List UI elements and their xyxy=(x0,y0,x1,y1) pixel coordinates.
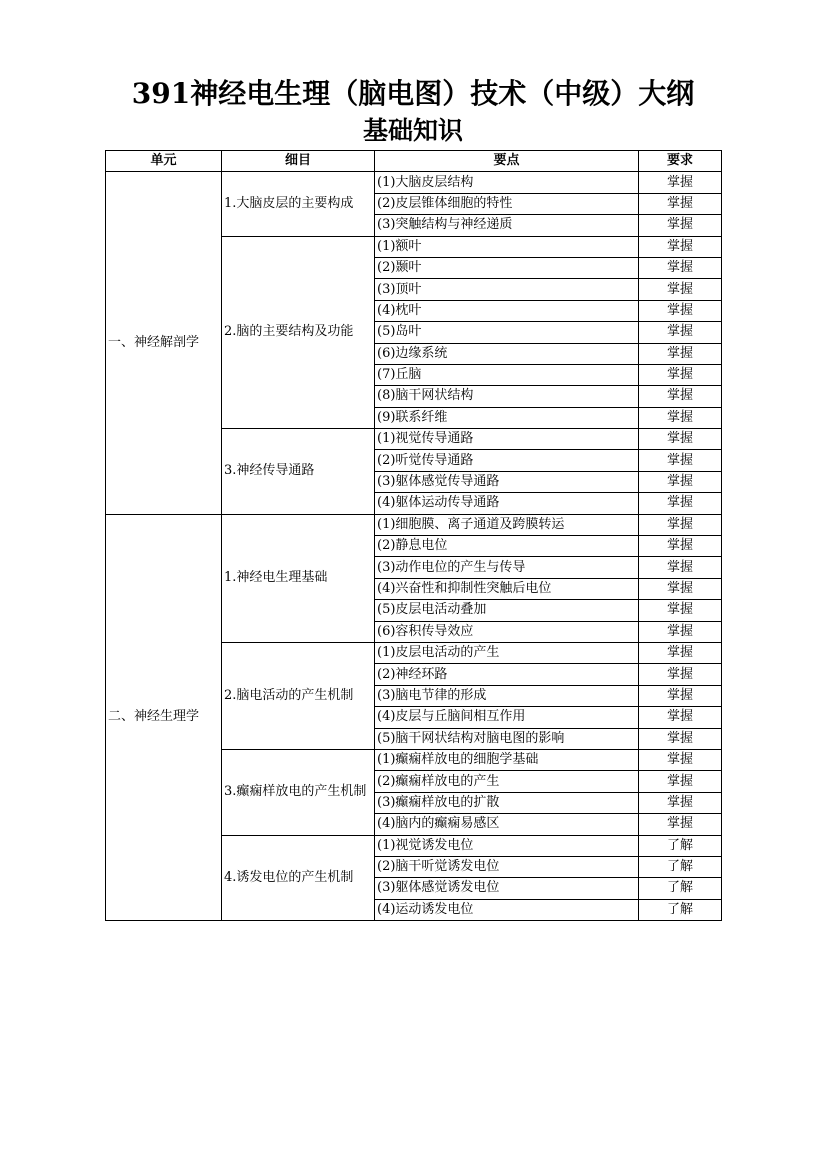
requirement-cell: 掌握 xyxy=(639,215,722,236)
requirement-cell: 了解 xyxy=(639,899,722,920)
point-cell: (4)运动诱发电位 xyxy=(375,899,639,920)
point-cell: (3)脑电节律的形成 xyxy=(375,685,639,706)
requirement-cell: 掌握 xyxy=(639,707,722,728)
requirement-cell: 掌握 xyxy=(639,386,722,407)
point-cell: (1)视觉诱发电位 xyxy=(375,835,639,856)
item-cell: 2.脑电活动的产生机制 xyxy=(222,642,375,749)
header-item: 细目 xyxy=(222,151,375,172)
requirement-cell: 掌握 xyxy=(639,407,722,428)
table-row xyxy=(106,172,722,193)
requirement-cell: 掌握 xyxy=(639,343,722,364)
unit-cell: 一、神经解剖学 xyxy=(106,172,222,514)
point-cell: (2)癫痫样放电的产生 xyxy=(375,771,639,792)
item-cell: 1.神经电生理基础 xyxy=(222,514,375,642)
point-cell: (4)枕叶 xyxy=(375,300,639,321)
point-cell: (1)癫痫样放电的细胞学基础 xyxy=(375,749,639,770)
point-cell: (2)颞叶 xyxy=(375,257,639,278)
point-cell: (3)动作电位的产生与传导 xyxy=(375,557,639,578)
point-cell: (5)岛叶 xyxy=(375,322,639,343)
requirement-cell: 掌握 xyxy=(639,172,722,193)
point-cell: (4)兴奋性和抑制性突触后电位 xyxy=(375,578,639,599)
item-cell: 3.癫痫样放电的产生机制 xyxy=(222,749,375,835)
requirement-cell: 掌握 xyxy=(639,193,722,214)
requirement-cell: 掌握 xyxy=(639,429,722,450)
point-cell: (1)大脑皮层结构 xyxy=(375,172,639,193)
requirement-cell: 掌握 xyxy=(639,557,722,578)
header-point: 要点 xyxy=(375,151,639,172)
document-title: 391神经电生理（脑电图）技术（中级）大纲 xyxy=(131,77,695,110)
point-cell: (6)边缘系统 xyxy=(375,343,639,364)
requirement-cell: 掌握 xyxy=(639,450,722,471)
header-requirement: 要求 xyxy=(639,151,722,172)
table-row xyxy=(106,514,722,535)
requirement-cell: 掌握 xyxy=(639,664,722,685)
requirement-cell: 掌握 xyxy=(639,257,722,278)
requirement-cell: 掌握 xyxy=(639,493,722,514)
requirement-cell: 掌握 xyxy=(639,364,722,385)
point-cell: (8)脑干网状结构 xyxy=(375,386,639,407)
point-cell: (2)神经环路 xyxy=(375,664,639,685)
point-cell: (1)额叶 xyxy=(375,236,639,257)
point-cell: (9)联系纤维 xyxy=(375,407,639,428)
table-header-row xyxy=(106,151,722,172)
requirement-cell: 掌握 xyxy=(639,749,722,770)
document-subtitle: 基础知识 xyxy=(362,116,463,145)
point-cell: (1)细胞膜、离子通道及跨膜转运 xyxy=(375,514,639,535)
point-cell: (3)突触结构与神经递质 xyxy=(375,215,639,236)
unit-cell: 二、神经生理学 xyxy=(106,514,222,920)
requirement-cell: 掌握 xyxy=(639,536,722,557)
item-cell: 3.神经传导通路 xyxy=(222,429,375,515)
point-cell: (5)皮层电活动叠加 xyxy=(375,600,639,621)
point-cell: (2)静息电位 xyxy=(375,536,639,557)
requirement-cell: 了解 xyxy=(639,835,722,856)
requirement-cell: 掌握 xyxy=(639,236,722,257)
point-cell: (3)躯体感觉诱发电位 xyxy=(375,878,639,899)
point-cell: (1)视觉传导通路 xyxy=(375,429,639,450)
syllabus-table xyxy=(105,150,722,921)
table-body xyxy=(106,172,722,921)
requirement-cell: 掌握 xyxy=(639,578,722,599)
requirement-cell: 掌握 xyxy=(639,728,722,749)
requirement-cell: 掌握 xyxy=(639,642,722,663)
item-cell: 4.诱发电位的产生机制 xyxy=(222,835,375,921)
point-cell: (1)皮层电活动的产生 xyxy=(375,642,639,663)
point-cell: (2)听觉传导通路 xyxy=(375,450,639,471)
requirement-cell: 了解 xyxy=(639,856,722,877)
requirement-cell: 掌握 xyxy=(639,300,722,321)
requirement-cell: 掌握 xyxy=(639,471,722,492)
requirement-cell: 掌握 xyxy=(639,279,722,300)
point-cell: (7)丘脑 xyxy=(375,364,639,385)
requirement-cell: 掌握 xyxy=(639,322,722,343)
point-cell: (3)躯体感觉传导通路 xyxy=(375,471,639,492)
requirement-cell: 掌握 xyxy=(639,621,722,642)
requirement-cell: 掌握 xyxy=(639,685,722,706)
item-cell: 2.脑的主要结构及功能 xyxy=(222,236,375,429)
point-cell: (4)躯体运动传导通路 xyxy=(375,493,639,514)
point-cell: (3)癫痫样放电的扩散 xyxy=(375,792,639,813)
requirement-cell: 掌握 xyxy=(639,514,722,535)
point-cell: (4)皮层与丘脑间相互作用 xyxy=(375,707,639,728)
point-cell: (5)脑干网状结构对脑电图的影响 xyxy=(375,728,639,749)
requirement-cell: 掌握 xyxy=(639,600,722,621)
requirement-cell: 掌握 xyxy=(639,814,722,835)
requirement-cell: 掌握 xyxy=(639,792,722,813)
point-cell: (3)顶叶 xyxy=(375,279,639,300)
requirement-cell: 掌握 xyxy=(639,771,722,792)
point-cell: (4)脑内的癫痫易感区 xyxy=(375,814,639,835)
header-unit: 单元 xyxy=(106,151,222,172)
point-cell: (2)脑干听觉诱发电位 xyxy=(375,856,639,877)
point-cell: (2)皮层锥体细胞的特性 xyxy=(375,193,639,214)
point-cell: (6)容积传导效应 xyxy=(375,621,639,642)
requirement-cell: 了解 xyxy=(639,878,722,899)
item-cell: 1.大脑皮层的主要构成 xyxy=(222,172,375,236)
